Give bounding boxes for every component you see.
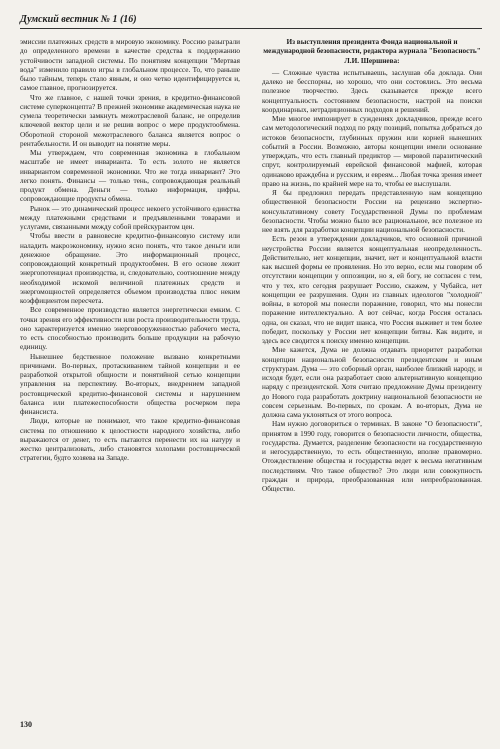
paragraph: Мне многое импонирует в суждениях докладчиков, прежде всего сам методологический подход по ряду позиций, попытка добраться до истоков безопасности, глубинных пружин или корней нынешних событий в России. Возможно, авторы концепции имели основание утверждать, что есть главный предиктор — мировой паразитический спрут, контролируемый еврейской финансовой мафией, которая одинаково враждебна и русским, и евреям... Любая точка зрения имеет право на жизнь, по крайней мере на то, чтобы ее выслушали. (262, 115, 482, 188)
paragraph: Что же главное, с нашей точки зрения, в кредитно-финансовой системе суперконцепта? В прежней экономике академическая наука не сумела теоретически замкнуть межотраслевой баланс, не определив ключевой вектор цели и не решив вопрос о мере продуктообмена. Оборотной стороной межотраслевого баланса является вопрос о рентабельности. И он выводит на понятие меры. (20, 93, 240, 148)
paragraph: Я бы предложил передать представленную нам концепцию общественной безопасности России на рецензию экспертно-консультативному совету Государственной Думы по проблемам безопасности. Чтобы можно было все рациональное, все полезное из нее взять для разработки концепции национальной безопасности. (262, 189, 482, 234)
right-column (262, 38, 482, 494)
paragraph: Рынок — это динамический процесс некоего устойчивого единства между платежными средствами и предъявленными товарами и услугами, связанными между собой прейскурантом цен. (20, 204, 240, 231)
paragraph: Есть резон в утверждении докладчиков, что основной причиной неустройства России является концептуальная неопределенность. Действительно, нет концепции, значит, нет и концептуальной власти как высшей формы ее проявления. Но это верно, если мы говорим об отсутствии концепции у оппозиции, но я, ей богу, не согласен с тем, что у тех, кто сегодня разрушает Россию, скажем, у Чубайса, нет концепции ее разрушения. Один из главных идеологов "холодной" войны, в которой мы понесли поражение, говорил, что мы понесли поражение интеллектуально. А вот сейчас, когда Россия осталась одна, он сказал, что не видит шанса, что Россия выживет и тем более победит, поскольку у России нет концепции битвы. Как видите, и здесь все сводится к поиску именно концепции. (262, 235, 482, 345)
speaker-heading: Из выступления президента Фонда национальной и международной безопасности, редактора журнала "Безопасность" Л.И. Шершнева: (263, 38, 481, 65)
paragraph: — Сложные чувства испытываешь, заслушав оба доклада. Они далеко не бесспорны, но хорошо, что они состоялись. Это весьма полезное творчество. Здесь сказывается прежде всего концептуальность состоянием безопасности, настрой на поиски координарных, нетрадиционных подходов и решений. (262, 68, 482, 114)
paragraph: Все современное производство является энергетически емким. С точки зрения его эффективности или роста производительности труда, оно характеризуется именно энерговооруженностью рабочего места, то есть способностью производить больше продукции на рабочую единицу. (20, 306, 240, 352)
journal-running-header: Думский вестник № 1 (16) (20, 14, 482, 29)
paragraph: Чтобы ввести в равновесие кредитно-финансовую систему или наладить макроэкономику, нужно ясно понять, что такое деньги или денежное обращение. Это информационный процесс, сопровождающий конкретный продуктообмен. В его основе лежит энергопотенциал производства, и, следовательно, соотношение между необходимой искомой величиной платежных средств и энергомощностей определяется объемом производства плюс неким коэффициентом пересчета. (20, 232, 240, 305)
paragraph: Мы утверждаем, что современная экономика в глобальном масштабе не имеет инварианта. То есть золото не является инвариантом современной экономики. Что же тогда инвариант? Это легко понять. Финансы — только тень, сопровождающая реальный продукт обмена. Деньги — только информация, цифры, сопровождающие продукты обмена. (20, 149, 240, 204)
left-column (20, 38, 240, 464)
paragraph: Мне кажется, Дума не должна отдавать приоритет разработки концепции национальной безопасности президентским и иным структурам. Дума — это соборный орган, наиболее близкий народу, и исходя будет, если она разработает свою альтернативную концепцию наряду с президентской. Хотя считаю предложение Думы президенту до Нового года разработать доктрину национальной безопасности не совсем серьезным. Во-первых, по срокам. А во-вторых, Дума не должна сама уклоняться от этого вопроса. (262, 346, 482, 419)
paragraph: Нам нужно договориться о терминах. В законе "О безопасности", принятом в 1990 году, говорится о безопасности личности, общества, государства. Думается, разделение безопасности на государственную и негосударственную, то есть общественную, вполне правомерно. Отождествление общества и государства ведет к весьма негативным последствиям. Что такое общество? Это люди или совокупность граждан и природа, преобразованная или непреобразованная. Общество. (262, 420, 482, 493)
paragraph: эмиссии платежных средств в мировую экономику. Россию разыграли до определенного времени в качестве средства к поддержанию устойчивости западной системы. По понятиям концепции "Мертвая вода" изменило правило игры в глобальном процессе. То, что раньше было тайным, теперь стало явным, и оно четко идентифицируется и, самое главное, прогнозируется. (20, 38, 240, 93)
paragraph: Нынешнее бедственное положение вызвано конкретными причинами. Во-первых, протаскиванием тайной концепции и ее разработкой открытой общности и понятийной сетью концепции управления на перспективу. Во-вторых, внедрением западной ростовщической кредитно-финансовой системы и нарушением баланса или платежеспособности общества росчерком пера финансиста. (20, 352, 240, 416)
page-number: 130 (20, 720, 32, 729)
paragraph: Люди, которые не понимают, что такое кредитно-финансовая система по отношению к целостности народного хозяйства, либо выражаются от денег, то есть пытаются перенести их на натуру и жестко централизовать, либо становятся холопами ростовщической стратегии, будто хозяева на Западе. (20, 417, 240, 463)
